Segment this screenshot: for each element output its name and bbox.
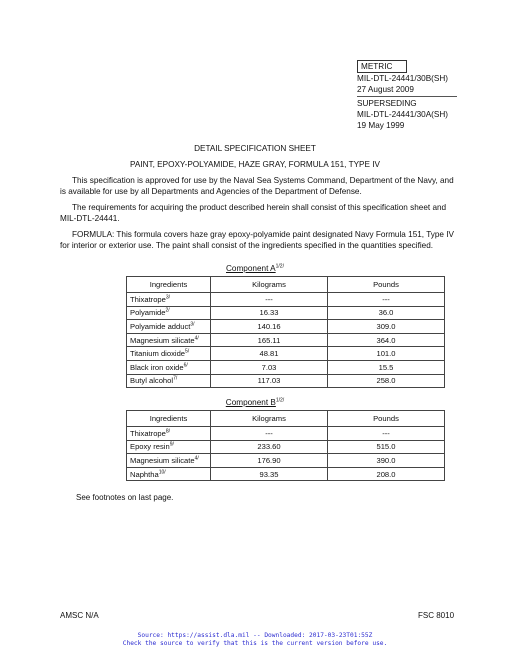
ingredient-name: Thixatrope — [130, 294, 166, 304]
table-row — [127, 454, 445, 468]
superseded-date: 19 May 1999 — [357, 121, 405, 130]
table-row — [127, 374, 445, 388]
ingredient-cell — [127, 454, 211, 468]
ingredient-name: Magnesium silicate — [130, 455, 195, 465]
doc-number: MIL-DTL-24441/30B(SH) — [357, 74, 449, 83]
table-row — [127, 293, 445, 307]
header-ingredients: Ingredients — [127, 411, 211, 427]
sheet-title: DETAIL SPECIFICATION SHEET — [194, 144, 316, 153]
kilograms-cell: 7.03 — [211, 360, 328, 374]
footnote-ref: 7/ — [173, 375, 178, 382]
table-row — [127, 333, 445, 347]
ingredient-name: Polyamide — [130, 308, 166, 318]
table-row — [127, 360, 445, 374]
ingredient-cell — [127, 427, 211, 441]
pounds-cell: 101.0 — [328, 347, 445, 361]
ingredient-cell — [127, 360, 211, 374]
metric-box: METRIC — [357, 60, 407, 73]
kilograms-cell: 140.16 — [211, 320, 328, 334]
pounds-cell: 36.0 — [328, 306, 445, 320]
superseding-label: SUPERSEDING — [357, 99, 417, 108]
table-row — [127, 347, 445, 361]
footnote-ref: 6/ — [183, 362, 188, 369]
ingredient-cell — [127, 374, 211, 388]
ingredient-cell — [127, 347, 211, 361]
formula-paragraph: FORMULA: This formula covers haze gray epoxy-polyamide paint designated Navy Formula 151, Type IV for interior or exterior use. The paint shall consist of the ingredients specified in the quantities specified. — [60, 230, 454, 250]
ingredient-name: Butyl alcohol — [130, 376, 174, 386]
component-a-table — [126, 276, 445, 388]
table-header-row — [127, 277, 445, 293]
header-kilograms: Kilograms — [211, 277, 328, 293]
kilograms-cell: --- — [211, 427, 328, 441]
ingredient-cell — [127, 333, 211, 347]
kilograms-cell: 93.35 — [211, 467, 328, 481]
table-row — [127, 320, 445, 334]
ingredient-name: Polyamide adduct — [130, 321, 191, 331]
see-footnotes-note: See footnotes on last page. — [76, 493, 174, 502]
footnote-ref: 9/ — [169, 441, 174, 448]
kilograms-cell: 176.90 — [211, 454, 328, 468]
header-pounds: Pounds — [328, 277, 445, 293]
table-header-row — [127, 411, 445, 427]
amsc-label: AMSC N/A — [60, 611, 99, 620]
footnote-ref: 5/ — [185, 348, 190, 355]
table-row — [127, 467, 445, 481]
ingredient-name: Magnesium silicate — [130, 335, 195, 345]
document-header — [357, 60, 457, 131]
requirements-paragraph: The requirements for acquiring the product described herein shall consist of this specification sheet and MIL-DTL-24441. — [60, 203, 447, 223]
footnote-ref: 3/ — [165, 294, 171, 301]
table-row — [127, 306, 445, 320]
pounds-cell: 364.0 — [328, 333, 445, 347]
component-a-caption: Component $A^{1/2/}$ — [226, 263, 284, 273]
sheet-subtitle: PAINT, EPOXY-POLYAMIDE, HAZE GRAY, FORMULA 151, TYPE IV — [130, 160, 380, 169]
pounds-cell: 309.0 — [328, 320, 445, 334]
pounds-cell: 15.5 — [328, 360, 445, 374]
ingredient-cell — [127, 293, 211, 307]
footnote-ref: 2/ — [165, 307, 170, 314]
component-b-table — [126, 410, 445, 481]
header-pounds: Pounds — [328, 411, 445, 427]
kilograms-cell: 165.11 — [211, 333, 328, 347]
pounds-cell: --- — [328, 427, 445, 441]
ingredient-cell — [127, 306, 211, 320]
ingredient-cell — [127, 467, 211, 481]
fsc-label: FSC 8010 — [418, 611, 455, 620]
table-row — [127, 427, 445, 441]
source-line: Source: https://assist.dla.mil -- Downloaded: 2017-03-23T01:55Z — [137, 632, 373, 639]
pounds-cell: 390.0 — [328, 454, 445, 468]
footnote-ref: 4/ — [194, 455, 199, 462]
pounds-cell: --- — [328, 293, 445, 307]
ingredient-name: Titanium dioxide — [130, 349, 186, 359]
kilograms-cell: --- — [211, 293, 328, 307]
source-notice — [0, 632, 510, 647]
component-b-caption: Component $B^{1/2/}$ — [225, 397, 285, 407]
pounds-cell: 515.0 — [328, 440, 445, 454]
kilograms-cell: 233.60 — [211, 440, 328, 454]
footnote-ref: 4/ — [194, 335, 199, 342]
footnote-ref: 10/ — [158, 469, 166, 476]
superseded-number: MIL-DTL-24441/30A(SH) — [357, 110, 449, 119]
kilograms-cell: 16.33 — [211, 306, 328, 320]
ingredient-name: Thixatrope — [130, 428, 166, 438]
kilograms-cell: 48.81 — [211, 347, 328, 361]
header-kilograms: Kilograms — [211, 411, 328, 427]
footnote-ref: 3/ — [190, 321, 195, 328]
ingredient-name: Black iron oxide — [130, 362, 184, 372]
ingredient-cell — [127, 320, 211, 334]
pounds-cell: 208.0 — [328, 467, 445, 481]
header-ingredients: Ingredients — [127, 277, 211, 293]
ingredient-cell — [127, 440, 211, 454]
kilograms-cell: 117.03 — [211, 374, 328, 388]
ingredient-name: Naphtha — [130, 469, 159, 479]
header-divider — [357, 96, 457, 97]
ingredient-name: Epoxy resin — [130, 442, 170, 452]
table-row — [127, 440, 445, 454]
approval-paragraph: This specification is approved for use by the Naval Sea Systems Command, Department of the Navy, and is available for use by all Departments and Agencies of the Department of Defense. — [60, 176, 454, 196]
verify-line: Check the source to verify that this is the current version before use. — [122, 639, 388, 647]
doc-date: 27 August 2009 — [357, 85, 414, 94]
footnote-ref: 8/ — [165, 428, 171, 435]
pounds-cell: 258.0 — [328, 374, 445, 388]
